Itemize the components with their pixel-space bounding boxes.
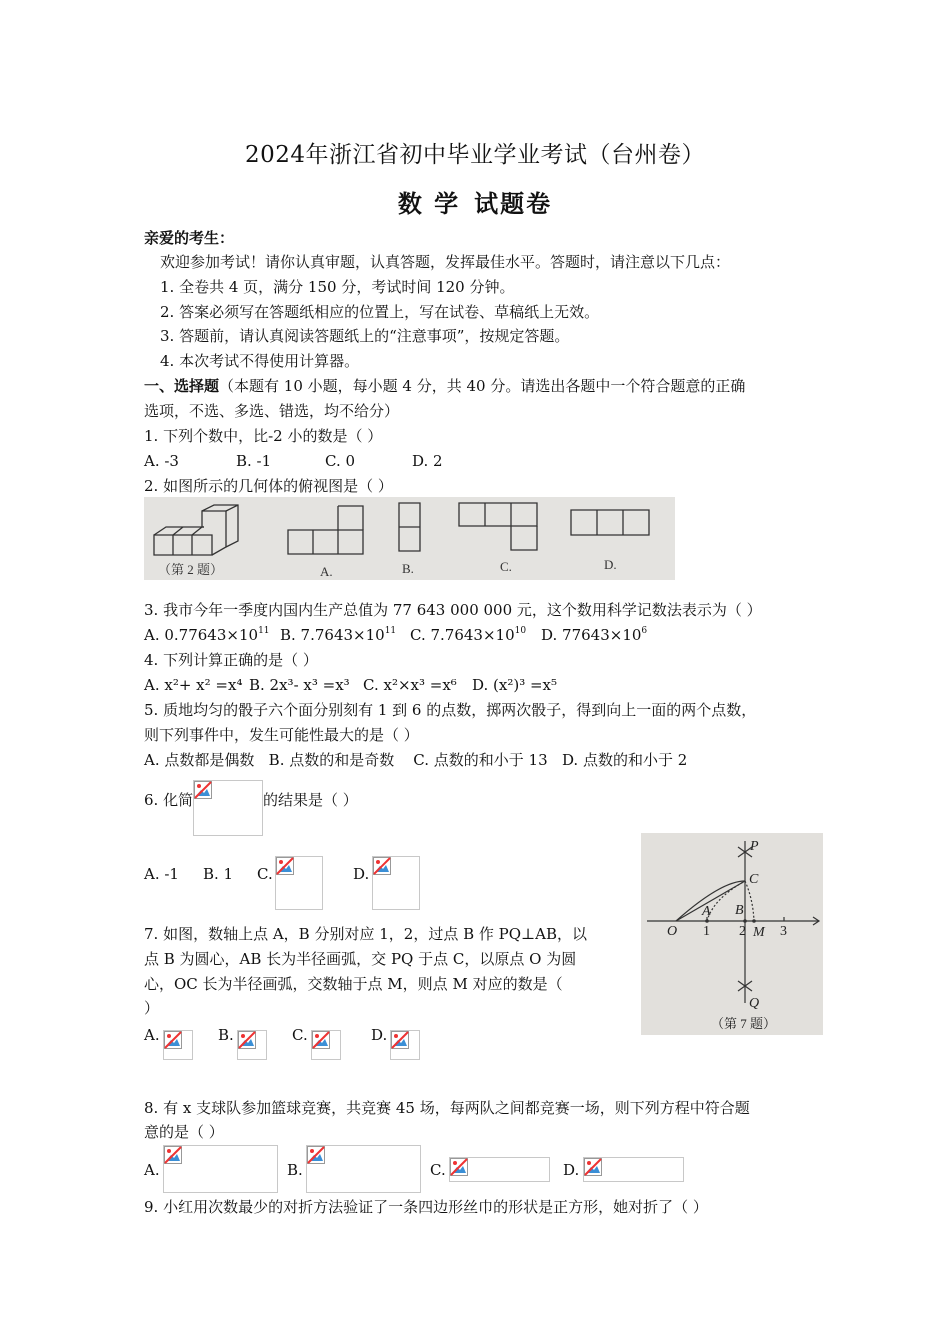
q8-line-1: 8. 有 x 支球队参加篮球竞赛，共竞赛 45 场，每两队之间都竞赛一场，则下列方程中符合题	[144, 1099, 750, 1117]
q3-option-d-exp: 6	[641, 626, 648, 636]
q7-line-2: 点 B 为圆心，AB 长为半径画弧，交 PQ 于点 C，以原点 O 为圆	[144, 950, 577, 968]
q7-figure-caption: （第 7 题）	[711, 1016, 777, 1031]
broken-image-icon	[373, 857, 391, 875]
q8-option-d: D.	[563, 1161, 580, 1179]
greeting: 亲爱的考生：	[144, 229, 235, 247]
q7-label-b: B	[735, 903, 744, 918]
broken-image-icon	[164, 1031, 182, 1049]
q6-option-c: C.	[257, 865, 273, 883]
q6-option-d-image	[372, 856, 420, 910]
q2-figure-drawing	[144, 497, 675, 580]
q3-option-c-base: C. 7.7643×10	[410, 626, 515, 644]
q1-option-a: A. -3	[144, 452, 179, 470]
note-3: 3. 答题前，请认真阅读答题纸上的“注意事项”，按规定答题。	[160, 327, 570, 345]
q7-tick-3: 3	[780, 924, 787, 939]
q6-option-c-image	[275, 856, 323, 910]
q2-stem: 2. 如图所示的几何体的俯视图是（ ）	[144, 477, 393, 495]
q7-label-a: A	[702, 904, 711, 919]
q6-option-b: B. 1	[203, 865, 234, 883]
q5-stem-1: 5. 质地均匀的骰子六个面分别刻有 1 到 6 的点数，掷两次骰子，得到向上一面的两个点数，	[144, 701, 757, 719]
note-1: 1. 全卷共 4 页，满分 150 分，考试时间 120 分钟。	[160, 278, 515, 296]
q7-line-1: 7. 如图，数轴上点 A，B 分别对应 1，2，过点 B 作 PQ⊥AB，以	[144, 925, 588, 943]
section-heading-label: 一、选择题	[144, 377, 220, 395]
q2-figure-label-b: B.	[402, 561, 414, 576]
q5-stem-2: 则下列事件中，发生可能性最大的是（ ）	[144, 726, 419, 744]
q7-figure	[641, 833, 823, 1035]
q7-tick-1: 1	[703, 924, 710, 939]
q3-option-d-base: D. 77643×10	[541, 626, 642, 644]
q3-option-c	[410, 625, 526, 645]
q3-option-a-exp: 11	[258, 626, 270, 636]
q7-line-4: ）	[144, 999, 160, 1017]
q8-option-d-image	[583, 1157, 684, 1182]
q3-stem: 3. 我市今年一季度内国内生产总值为 77 643 000 000 元，这个数用科学记数法表示为（ ）	[144, 601, 762, 619]
q2-figure	[144, 497, 675, 580]
q7-label-c: C	[749, 872, 759, 887]
q8-option-b: B.	[287, 1161, 303, 1179]
q3-option-a	[144, 625, 270, 645]
q6-option-a: A. -1	[144, 865, 179, 883]
broken-image-icon	[584, 1158, 602, 1176]
q7-option-b: B.	[218, 1026, 234, 1044]
q4-option-d: D. (x²)³ =x⁵	[472, 676, 558, 694]
q6-expression-image	[193, 780, 263, 836]
q2-figure-label-a: A.	[320, 564, 333, 579]
broken-image-icon	[238, 1031, 256, 1049]
q7-option-c-image	[311, 1030, 341, 1060]
q7-option-d: D.	[371, 1026, 388, 1044]
q1-option-d: D. 2	[412, 452, 443, 470]
q8-option-c-image	[449, 1157, 550, 1182]
subtitle-paper: 试题卷	[474, 189, 553, 218]
q7-label-m: M	[753, 925, 765, 940]
q3-option-b	[280, 625, 396, 645]
q7-label-o: O	[667, 924, 678, 939]
exam-subtitle	[0, 184, 950, 219]
q8-option-a: A.	[144, 1161, 160, 1179]
q6-stem-pre: 6. 化简	[144, 791, 194, 809]
note-2: 2. 答案必须写在答题纸相应的位置上，写在试卷、草稿纸上无效。	[160, 303, 600, 321]
q2-figure-label-c: C.	[500, 559, 512, 574]
q6-option-d: D.	[353, 865, 370, 883]
q6-stem-post: 的结果是（ ）	[263, 791, 358, 809]
q9-stem: 9. 小红用次数最少的对折方法验证了一条四边形丝巾的形状是正方形，她对折了（ ）	[144, 1198, 708, 1216]
q7-label-p: P	[750, 839, 759, 854]
q4-option-b: B. 2x³- x³ =x³	[249, 676, 350, 694]
q7-label-q: Q	[749, 996, 760, 1011]
q8-option-b-image	[306, 1145, 421, 1193]
q7-line-3: 心，OC 长为半径画弧，交数轴于点 M，则点 M 对应的数是（	[144, 975, 563, 993]
q4-stem: 4. 下列计算正确的是（ ）	[144, 651, 318, 669]
welcome-text: 欢迎参加考试！请你认真审题，认真答题，发挥最佳水平。答题时，请注意以下几点：	[160, 253, 731, 271]
q4-option-c: C. x²×x³ =x⁶	[363, 676, 457, 694]
q4-option-a: A. x²+ x² =x⁴	[144, 676, 243, 694]
q7-option-d-image	[390, 1030, 420, 1060]
q3-option-c-exp: 10	[514, 626, 527, 636]
q1-option-b: B. -1	[236, 452, 272, 470]
q7-tick-2: 2	[739, 924, 746, 939]
q8-option-a-image	[163, 1145, 278, 1193]
section-desc-2: 选项，不选、多选、错选，均不给分）	[144, 402, 400, 420]
broken-image-icon	[307, 1146, 325, 1164]
q2-figure-label-d: D.	[604, 557, 617, 572]
q3-option-d	[541, 625, 647, 645]
q7-option-b-image	[237, 1030, 267, 1060]
broken-image-icon	[276, 857, 294, 875]
broken-image-icon	[194, 781, 212, 799]
broken-image-icon	[164, 1146, 182, 1164]
note-4: 4. 本次考试不得使用计算器。	[160, 352, 360, 370]
q7-figure-drawing	[641, 833, 823, 1035]
subtitle-subject: 数 学	[397, 189, 461, 218]
broken-image-icon	[450, 1158, 468, 1176]
broken-image-icon	[312, 1031, 330, 1049]
q3-option-b-exp: 11	[384, 626, 397, 636]
q5-options: A. 点数都是偶数 B. 点数的和是奇数 C. 点数的和小于 13 D. 点数的和小于 2	[144, 751, 688, 769]
q7-option-c: C.	[292, 1026, 308, 1044]
section-desc-1: （本题有 10 小题，每小题 4 分，共 40 分。请选出各题中一个符合题意的正确	[219, 377, 746, 395]
section-heading	[144, 376, 745, 396]
broken-image-icon	[391, 1031, 409, 1049]
exam-title: 2024年浙江省初中毕业学业考试（台州卷）	[244, 142, 706, 168]
q7-option-a: A.	[144, 1026, 160, 1044]
q2-figure-caption: （第 2 题）	[158, 562, 224, 577]
q7-option-a-image	[163, 1030, 193, 1060]
q1-stem: 1. 下列个数中，比-2 小的数是（ ）	[144, 427, 383, 445]
q1-option-c: C. 0	[325, 452, 356, 470]
q3-option-a-base: A. 0.77643×10	[144, 626, 259, 644]
q8-option-c: C.	[430, 1161, 446, 1179]
q8-line-2: 意的是（ ）	[144, 1123, 224, 1141]
q3-option-b-base: B. 7.7643×10	[280, 626, 385, 644]
